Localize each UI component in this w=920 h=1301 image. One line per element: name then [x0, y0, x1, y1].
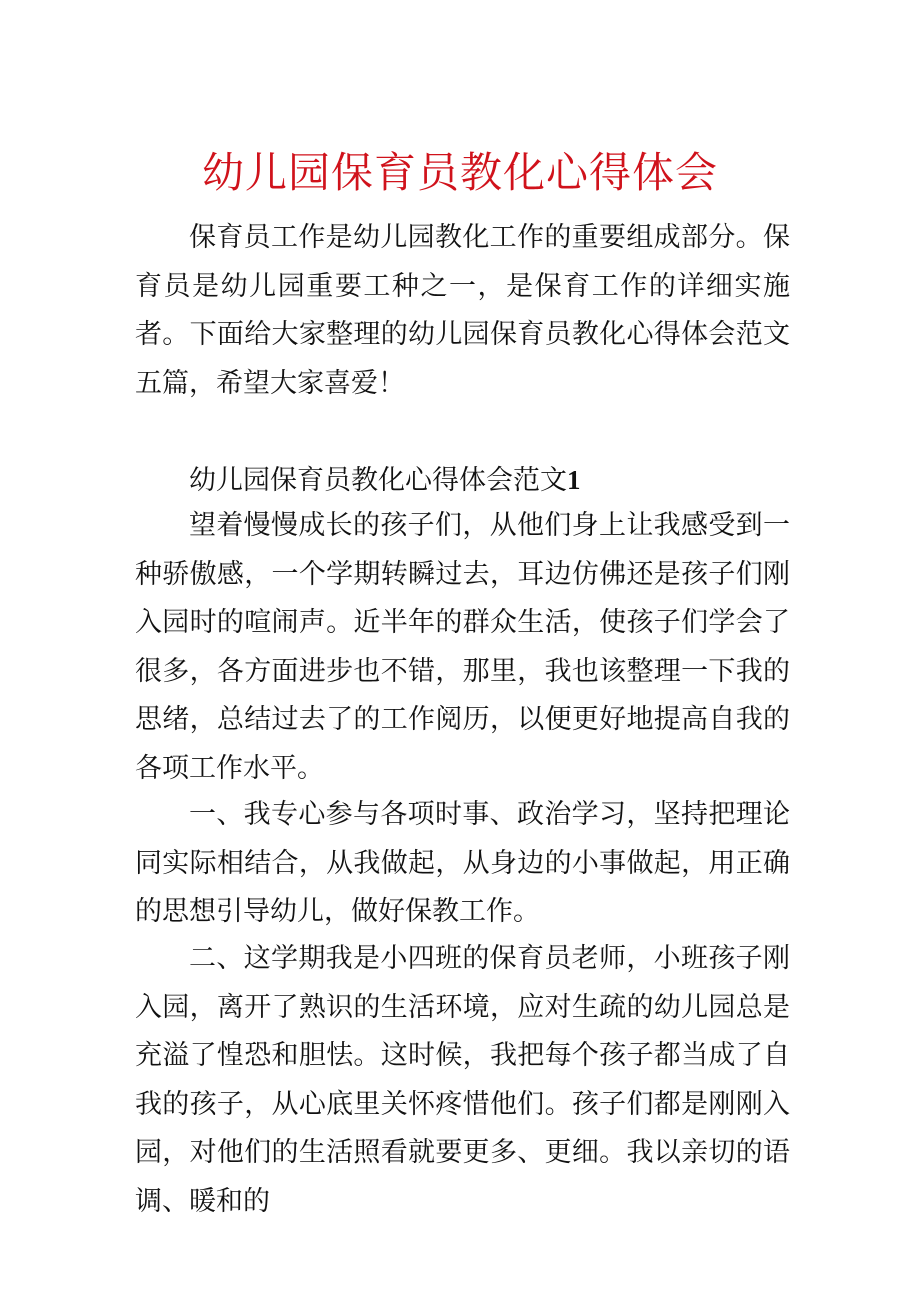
intro-paragraph: 保育员工作是幼儿园教化工作的重要组成部分。保育员是幼儿园重要工种之一，是保育工作的详细实施者。下面给大家整理的幼儿园保育员教化心得体会范文五篇，希望大家喜爱！ — [135, 222, 790, 399]
body-paragraph-3: 二、这学期我是小四班的保育员老师，小班孩子刚入园，离开了熟识的生活环境，应对生疏的幼儿园总是充溢了惶恐和胆怯。这时候，我把每个孩子都当成了自我的孩子，从心底里关怀疼惜他们。孩子们都是刚刚入园，对他们的生活照看就要更多、更细。我以亲切的语调、暖和的 — [135, 943, 790, 1217]
page-title: 幼儿园保育员教化心得体会 — [201, 148, 718, 197]
section-heading-text: 幼儿园保育员教化心得体会范文 — [189, 465, 567, 496]
section-heading-number: 1 — [567, 465, 581, 495]
section-heading — [189, 456, 789, 505]
body-paragraph-1: 望着慢慢成长的孩子们，从他们身上让我感受到一种骄傲感，一个学期转瞬过去，耳边仿佛还是孩子们刚入园时的喧闹声。近半年的群众生活，使孩子们学会了很多，各方面进步也不错，那里，我也该整理一下我的思绪，总结过去了的工作阅历，以便更好地提高自我的各项工作水平。 — [135, 510, 790, 784]
body-paragraph-2: 一、我专心参与各项时事、政治学习，坚持把理论同实际相结合，从我做起，从身边的小事做起，用正确的思想引导幼儿，做好保教工作。 — [135, 799, 790, 927]
